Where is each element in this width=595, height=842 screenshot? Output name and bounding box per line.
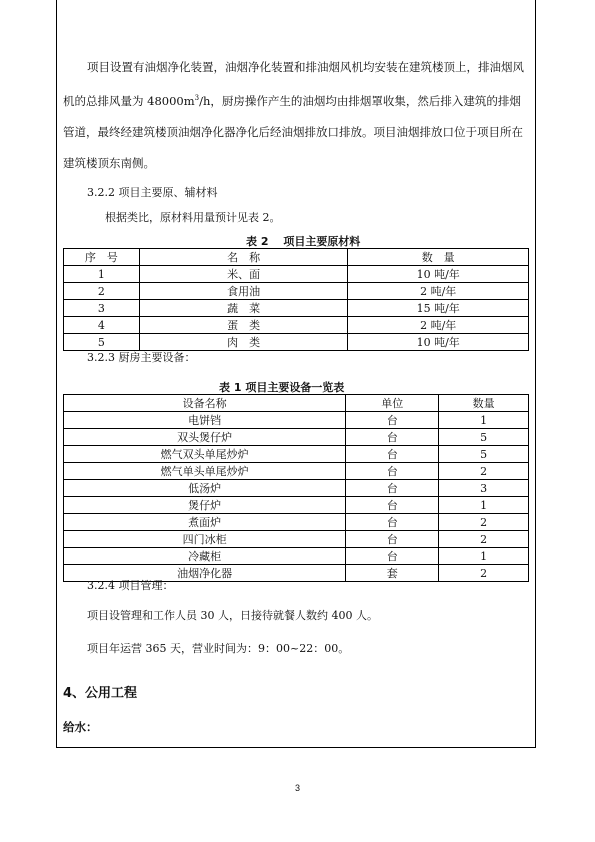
table-cell: 食用油 [139,283,348,300]
table-cell: 煲仔炉 [64,497,346,514]
table-cell: 10 吨/年 [348,266,529,283]
intro-paragraph [63,52,529,179]
page-number: 3 [294,783,300,793]
table-cell: 冷藏柜 [64,548,346,565]
table-cell: 3 [439,480,529,497]
section-322-title: 3.2.2 项目主要原、辅材料 [87,186,218,199]
table-row [64,412,529,429]
table-cell: 2 [64,283,140,300]
table-cell: 5 [439,429,529,446]
table-row [64,317,529,334]
table-cell: 电饼铛 [64,412,346,429]
section-324-line1: 项目设管理和工作人员 30 人，日接待就餐人数约 400 人。 [87,609,378,622]
section-324-line2: 项目年运营 365 天，营业时间为：9：00~22：00。 [87,642,350,655]
table2-header-cell: 数 量 [348,249,529,266]
table-row [64,283,529,300]
table-cell: 15 吨/年 [348,300,529,317]
table-cell: 台 [346,497,439,514]
table-cell: 3 [64,300,140,317]
table-row [64,514,529,531]
table-cell: 台 [346,463,439,480]
table-row [64,548,529,565]
table-cell: 煮面炉 [64,514,346,531]
table-row [64,266,529,283]
table-row [64,300,529,317]
table-cell: 2 [439,463,529,480]
table-cell: 四门冰柜 [64,531,346,548]
intro-text-before: 项目设置有油烟净化装置，油烟净化装置和排油烟风机均安装在建筑楼顶上，排油烟风机的总排风量为 48000m [63,60,524,108]
table-cell: 台 [346,531,439,548]
table2-header-cell: 序 号 [64,249,140,266]
table-cell: 1 [64,266,140,283]
table-cell: 套 [346,565,439,582]
table-cell: 2 [439,514,529,531]
table-row [64,480,529,497]
table-cell: 燃气双头单尾炒炉 [64,446,346,463]
table-cell: 1 [439,497,529,514]
section-4-heading: 4、公用工程 [63,686,138,701]
table1-header-cell: 数量 [439,395,529,412]
table-cell: 蔬 菜 [139,300,348,317]
table2-header-cell: 名 称 [139,249,348,266]
table2-header-row [64,249,529,266]
intro-superscript: 3 [194,94,200,102]
table1-header-cell: 设备名称 [64,395,346,412]
water-supply-subheading: 给水： [63,720,98,734]
table-row [64,334,529,351]
table-cell: 低汤炉 [64,480,346,497]
table-cell: 台 [346,548,439,565]
table-cell: 台 [346,480,439,497]
table1-header-cell: 单位 [346,395,439,412]
table-row [64,463,529,480]
table-cell: 2 吨/年 [348,317,529,334]
table-cell: 2 [439,531,529,548]
table-cell: 肉 类 [139,334,348,351]
table-cell: 2 [439,565,529,582]
section-322-text: 根据类比，原材料用量预计见表 2。 [105,211,281,224]
table-cell: 10 吨/年 [348,334,529,351]
table-cell: 4 [64,317,140,334]
table-row [64,429,529,446]
table-cell: 台 [346,514,439,531]
section-323-title: 3.2.3 厨房主要设备： [87,351,196,364]
table-cell: 燃气单头单尾炒炉 [64,463,346,480]
table-row [64,446,529,463]
table-row [64,531,529,548]
table1 [63,394,529,582]
section-324-title: 3.2.4 项目管理： [87,579,174,592]
table-cell: 台 [346,446,439,463]
table-cell: 台 [346,412,439,429]
table1-header-row [64,395,529,412]
table1-caption: 表 1 项目主要设备一览表 [219,381,345,394]
table-cell: 1 [439,548,529,565]
table-cell: 双头煲仔炉 [64,429,346,446]
table-cell: 台 [346,429,439,446]
table2 [63,248,529,351]
table-cell: 米、面 [139,266,348,283]
table-cell: 5 [64,334,140,351]
table-cell: 蛋 类 [139,317,348,334]
table2-caption: 表 2 项目主要原材料 [246,235,361,248]
table-row [64,497,529,514]
table-cell: 1 [439,412,529,429]
intro-text-after: /h，厨房操作产生的油烟均由排烟罩收集，然后排入建筑的排烟管道，最终经建筑楼顶油烟净化器净化后经油烟排放口排放。项目油烟排放口位于项目所在建筑楼顶东南侧。 [63,93,523,170]
table-cell: 油烟净化器 [64,565,346,582]
table-cell: 2 吨/年 [348,283,529,300]
table-cell: 5 [439,446,529,463]
